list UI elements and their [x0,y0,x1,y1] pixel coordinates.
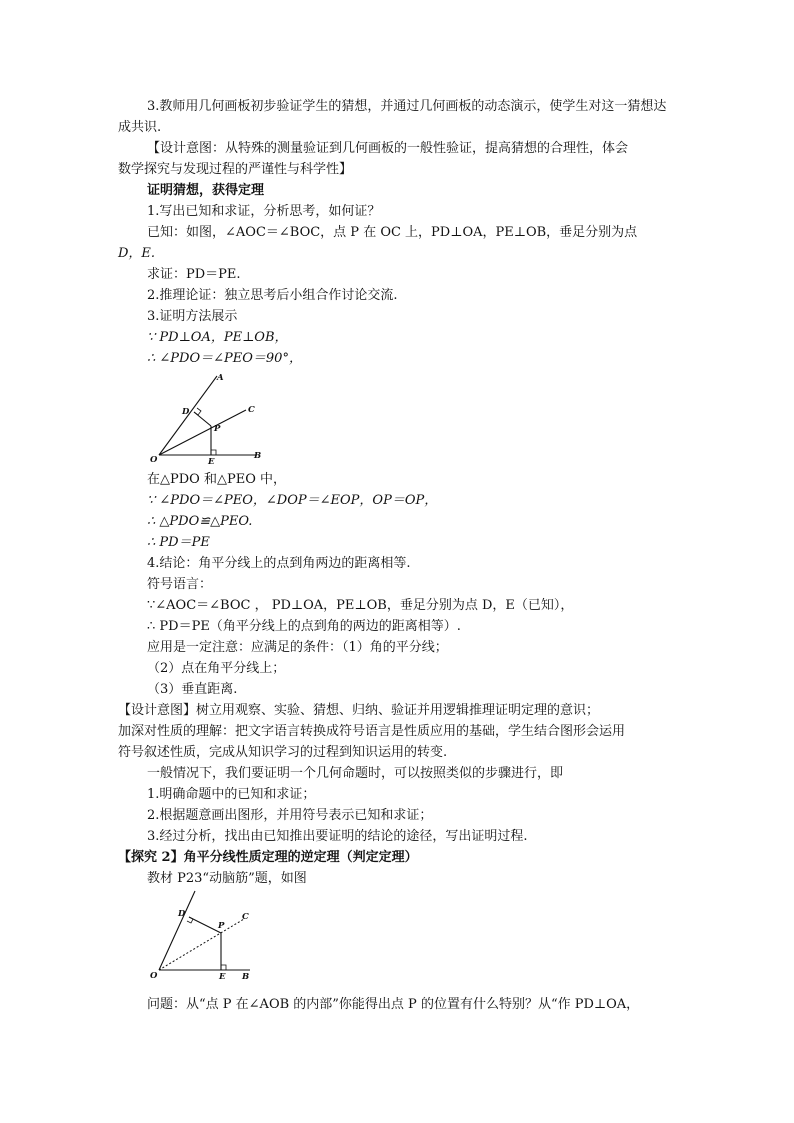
given-line: 已知：如图，∠AOC＝∠BOC，点 P 在 OC 上，PD⊥OA，PE⊥OB，垂足分别为点 [147,225,638,240]
ray-oc-dashed [159,919,244,970]
text-line: 2.推理论证：独立思考后小组合作讨论交流. [147,288,398,303]
given-line: D，E. [118,246,156,261]
symbolic-line: ∵∠AOC＝∠BOC ， PD⊥OA，PE⊥OB，垂足分别为点 D，E（已知）， [147,598,574,613]
label-c: C [242,912,249,922]
step-line: 3.经过分析，找出由已知推出要证明的结论的途径，写出证明过程. [147,829,528,844]
text-line: 成共识. [118,120,162,135]
text-line: 3.证明方法展示 [147,309,238,324]
label-b: B [242,972,250,982]
design-intent-line: 【设计意图：从特殊的测量验证到几何画板的一般性验证，提高猜想的合理性，体会 [147,141,629,156]
prove-line: 求证：PD＝PE. [147,267,241,282]
ray-oa [159,891,195,970]
segment-pd [189,917,221,933]
label-d: D [178,909,186,919]
section-heading: 证明猜想，获得定理 [147,183,265,198]
text-line: 3.教师用几何画板初步验证学生的猜想，并通过几何画板的动态演示，使学生对这一猜想达 [147,99,667,114]
label-b: B [254,451,262,461]
proof-line: ∵ ∠PDO＝∠PEO，∠DOP＝∠EOP，OP＝OP， [147,493,438,508]
text-line: 符号语言： [147,577,213,592]
label-p: P [214,424,221,434]
section-heading: 【探究 2】角平分线性质定理的逆定理（判定定理） [118,850,418,865]
condition-line: （3）垂直距离. [147,682,238,697]
proof-line: ∵ PD⊥OA，PE⊥OB， [147,330,288,345]
label-o: O [150,455,158,465]
proof-line: ∴ △PDO≌△PEO. [147,514,253,529]
label-c: C [248,405,255,415]
design-intent-line: 【设计意图】树立用观察、实验、猜想、归纳、验证并用逻辑推理证明定理的意识； [118,703,600,718]
conclusion-line: 4.结论：角平分线上的点到角两边的距离相等. [147,556,411,571]
geometry-figure-1 [145,370,270,465]
step-line: 2.根据题意画出图形，并用符号表示已知和求证； [147,808,433,823]
proof-line: ∴ ∠PDO＝∠PEO＝90°， [147,351,302,366]
text-line: 1.写出已知和求证，分析思考，如何证？ [147,204,381,219]
right-angle-mark-e [221,965,226,970]
right-angle-mark-e [211,450,216,455]
question-line: 问题：从“点 P 在∠AOB 的内部”你能得出点 P 的位置有什么特别？从“作 PD⊥OA， [147,997,640,1012]
label-e: E [219,972,226,982]
right-angle-mark-d [194,408,201,415]
step-line: 1.明确命题中的已知和求证； [147,787,316,802]
label-d: D [182,407,190,417]
symbolic-line: ∴ PD＝PE（角平分线上的点到角的两边的距离相等）. [147,619,461,634]
proof-line: 在△PDO 和△PEO 中， [147,472,286,487]
label-o: O [150,971,158,981]
ray-oc [159,410,246,455]
condition-line: 应用是一定注意：应满足的条件：（1）角的平分线； [147,640,448,655]
text-line: 一般情况下，我们要证明一个几何命题时，可以按照类似的步骤进行，即 [147,766,564,781]
right-angle-mark-d [187,917,193,923]
label-p: P [218,921,225,931]
label-a: A [217,373,224,383]
proof-line: ∴ PD＝PE [147,535,210,550]
design-intent-line: 加深对性质的理解：把文字语言转换成符号语言是性质应用的基础，学生结合图形会运用 [118,724,626,739]
text-line: 教材 P23“动脑筋”题，如图 [147,871,307,886]
condition-line: （2）点在角平分线上； [147,661,286,676]
label-e: E [208,457,215,465]
geometry-figure-2 [145,888,265,988]
design-intent-line: 符号叙述性质，完成从知识学习的过程到知识运用的转变. [118,745,448,760]
design-intent-line: 数学探究与发现过程的严谨性与科学性】 [118,162,353,177]
